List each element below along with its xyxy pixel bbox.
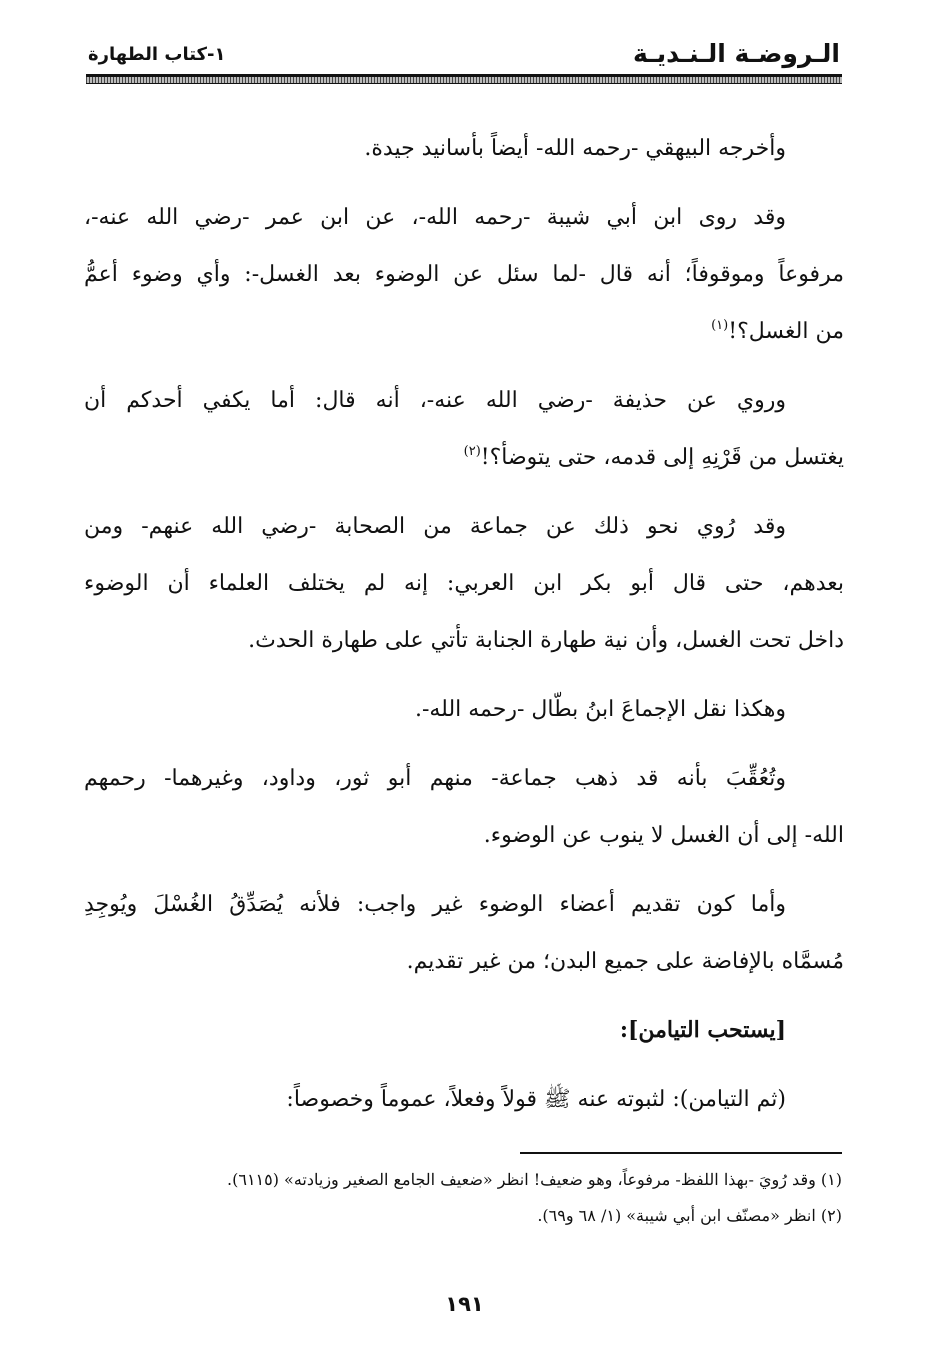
main-text bbox=[84, 120, 844, 1140]
paragraph-2 bbox=[84, 189, 844, 360]
text-line: مُسمَّاه بالإفاضة على جميع البدن؛ من غير تقديم. bbox=[406, 949, 844, 974]
text-line: بعدهم، حتى قال أبو بكر ابن العربي: إنه لم يختلف العلماء أن الوضوء bbox=[84, 571, 844, 596]
footnote-rule bbox=[520, 1152, 842, 1154]
book-title: الـروضـة الـنـديـة bbox=[633, 39, 840, 68]
text-line: مرفوعاً وموقوفاً؛ أنه قال -لما سئل عن الوضوء بعد الغسل-: وأي وضوء أعمُّ bbox=[84, 262, 844, 287]
footnote-marker[interactable]: (٢) bbox=[463, 444, 481, 459]
text-line-with-note bbox=[84, 429, 844, 486]
footnote-2: (٢) انظر «مصنّف ابن أبي شيبة» (١/ ٦٨ و٦٩). bbox=[537, 1206, 842, 1225]
text-line: (ثم التيامن): لثبوته عنه ﷺ قولاً وفعلاً، عموماً وخصوصاً: bbox=[286, 1087, 786, 1112]
paragraph-3 bbox=[84, 372, 844, 486]
page-number: ١٩١ bbox=[445, 1292, 484, 1316]
text-line: وقد رُوي نحو ذلك عن جماعة من الصحابة -رضي الله عنهم- ومن bbox=[84, 514, 786, 539]
text-line: وأما كون تقديم أعضاء الوضوء غير واجب: فلأنه يُصَدِّقُ الغُسْلَ ويُوجِدِ bbox=[84, 892, 786, 917]
text-line: وقد روى ابن أبي شيبة -رحمه الله-، عن ابن عمر -رضي الله عنه-، bbox=[84, 205, 786, 230]
footnote-1: (١) وقد رُويَ -بهذا اللفظ- مرفوعاً، وهو ضعيف! انظر «ضعيف الجامع الصغير وزيادته» (٦١١٥). bbox=[227, 1170, 842, 1189]
paragraph-5 bbox=[84, 681, 844, 738]
paragraph-7 bbox=[84, 876, 844, 990]
heading-text: [يستحب التيامن]: bbox=[619, 1017, 786, 1043]
text-line: من الغسل؟! bbox=[728, 319, 844, 344]
text-line: يغتسل من قَرْنِهِ إلى قدمه، حتى يتوضأ؟! bbox=[480, 445, 844, 470]
text-line: وروي عن حذيفة -رضي الله عنه-، أنه قال: أما يكفي أحدكم أن bbox=[84, 388, 786, 413]
text-line: داخل تحت الغسل، وأن نية طهارة الجنابة تأتي على طهارة الحدث. bbox=[248, 628, 844, 653]
text-line: وتُعُقِّبَ بأنه قد ذهب جماعة- منهم أبو ثور، وداود، وغيرهما- رحمهم bbox=[84, 766, 786, 791]
paragraph-4 bbox=[84, 498, 844, 669]
chapter-title: ١-كتاب الطهارة bbox=[88, 44, 226, 65]
running-header bbox=[88, 38, 840, 74]
text-line: وهكذا نقل الإجماعَ ابنُ بطّال -رحمه الله-. bbox=[414, 697, 786, 722]
section-heading bbox=[84, 1002, 844, 1059]
text-line-with-note bbox=[84, 303, 844, 360]
paragraph-8 bbox=[84, 1071, 844, 1128]
footnote-marker[interactable]: (١) bbox=[711, 318, 729, 333]
header-rule bbox=[86, 74, 842, 84]
text-line: الله- إلى أن الغسل لا ينوب عن الوضوء. bbox=[483, 823, 844, 848]
paragraph-1 bbox=[84, 120, 844, 177]
footnotes bbox=[84, 1162, 842, 1234]
paragraph-6 bbox=[84, 750, 844, 864]
text-line: وأخرجه البيهقي -رحمه الله- أيضاً بأسانيد جيدة. bbox=[364, 136, 786, 161]
